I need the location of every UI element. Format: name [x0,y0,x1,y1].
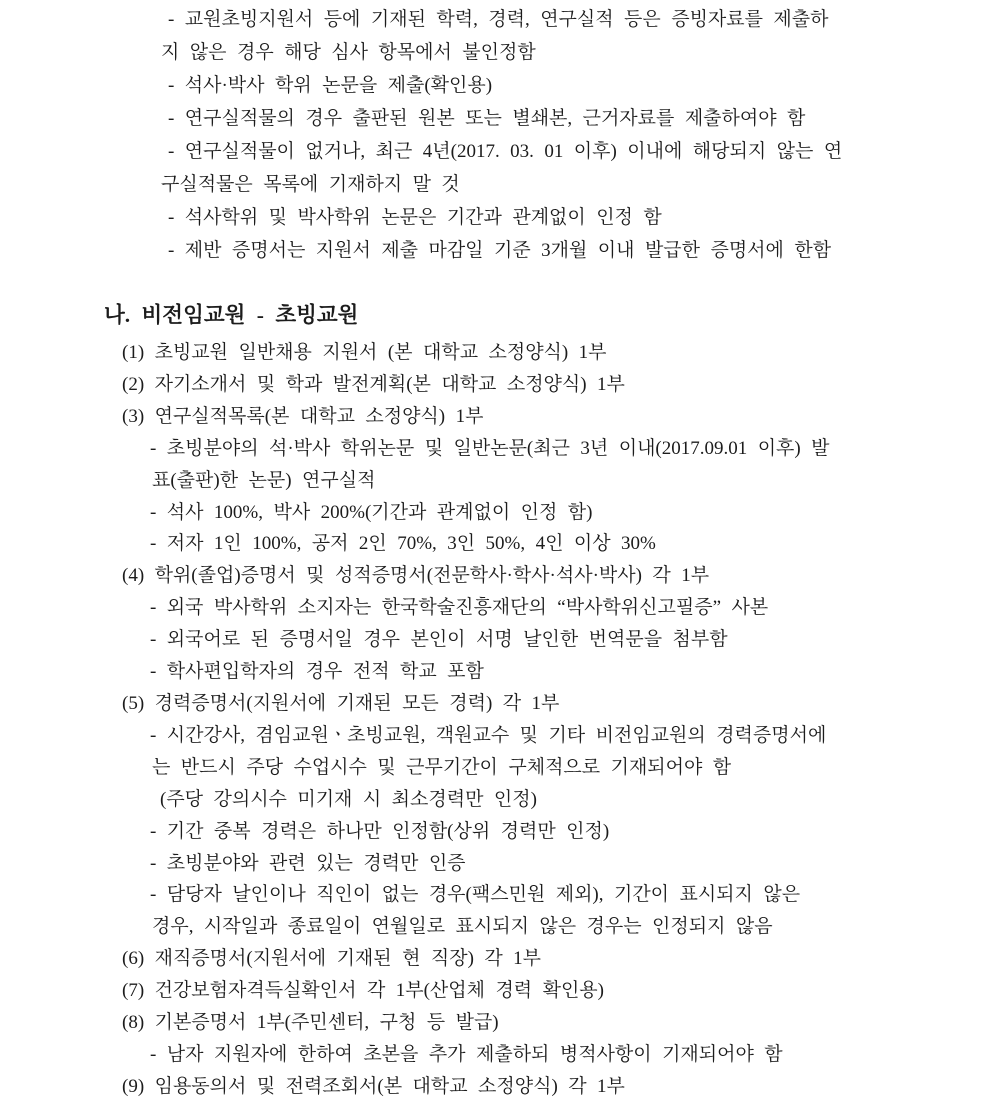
doc-line-sub: - 기간 중복 경력은 하나만 인정함(상위 경력만 인정) [150,820,610,842]
doc-line-item: (1) 초빙교원 일반채용 지원서 (본 대학교 소정양식) 1부 [122,342,607,363]
doc-line-item: (6) 재직증명서(지원서에 기재된 현 직장) 각 1부 [122,948,542,970]
doc-line-sub: - 초빙분야와 관련 있는 경력만 인증 [150,852,466,874]
doc-line-item: (4) 학위(졸업)증명서 및 성적증명서(전문학사·학사·석사·박사) 각 1부 [122,565,710,587]
doc-line-item: (7) 건강보험자격득실확인서 각 1부(산업체 경력 확인용) [122,980,604,1002]
section-items-block [0,337,992,1103]
doc-line: - 교원초빙지원서 등에 기재된 학력, 경력, 연구실적 등은 증빙자료를 제출하 [168,9,829,30]
doc-line: - 연구실적물의 경우 출판된 원본 또는 별쇄본, 근거자료를 제출하여야 함 [168,108,806,129]
doc-line: 구실적물은 목록에 기재하지 말 것 [161,174,460,195]
section-heading: 나. 비전임교원 - 초빙교원 [104,303,359,327]
doc-line: - 연구실적물이 없거나, 최근 4년(2017. 03. 01 이후) 이내에 해당되지 않는 연 [168,141,843,162]
doc-line-sub: - 석사 100%, 박사 200%(기간과 관계없이 인정 함) [150,501,593,523]
doc-line-sub: - 학사편입학자의 경우 전적 학교 포함 [150,661,484,683]
intro-notes-block [0,3,992,267]
doc-line: - 제반 증명서는 지원서 제출 마감일 기준 3개월 이내 발급한 증명서에 한함 [168,240,832,261]
doc-line: 지 않은 경우 해당 심사 항목에서 불인정함 [161,42,536,63]
doc-line-cont: 는 반드시 주당 수업시수 및 근무기간이 구체적으로 기재되어야 함 [152,756,732,778]
doc-line-item: (8) 기본증명서 1부(주민센터, 구청 등 발급) [122,1012,499,1034]
doc-line-cont: 표(출판)한 논문) 연구실적 [152,469,376,491]
doc-line-item: (3) 연구실적목록(본 대학교 소정양식) 1부 [122,405,484,427]
doc-line-sub: - 담당자 날인이나 직인이 없는 경우(팩스민원 제외), 기간이 표시되지 않은 [150,884,801,906]
doc-line-sub: - 시간강사, 겸임교원ㆍ초빙교원, 객원교수 및 기타 비전임교원의 경력증명서에 [150,724,827,746]
doc-line-paren: (주당 강의시수 미기재 시 최소경력만 인정) [160,788,537,810]
doc-line-sub: - 남자 지원자에 한하여 초본을 추가 제출하되 병적사항이 기재되어야 함 [150,1043,783,1065]
doc-line-sub: - 외국 박사학위 소지자는 한국학술진흥재단의 “박사학위신고필증” 사본 [150,597,769,619]
doc-line-item: (5) 경력증명서(지원서에 기재된 모든 경력) 각 1부 [122,692,560,714]
doc-line-sub: - 초빙분야의 석·박사 학위논문 및 일반논문(최근 3년 이내(2017.09.01 이후) 발 [150,437,830,459]
doc-line-sub: - 저자 1인 100%, 공저 2인 70%, 3인 50%, 4인 이상 30% [150,533,656,555]
doc-line-item: (9) 임용동의서 및 전력조회서(본 대학교 소정양식) 각 1부 [122,1075,625,1097]
doc-line-cont: 경우, 시작일과 종료일이 연월일로 표시되지 않은 경우는 인정되지 않음 [152,916,773,938]
doc-line-item: (2) 자기소개서 및 학과 발전계획(본 대학교 소정양식) 1부 [122,373,625,395]
doc-line: - 석사·박사 학위 논문을 제출(확인용) [168,75,493,96]
doc-line: - 석사학위 및 박사학위 논문은 기간과 관계없이 인정 함 [168,207,662,228]
doc-line-sub: - 외국어로 된 증명서일 경우 본인이 서명 날인한 번역문을 첨부함 [150,629,728,651]
